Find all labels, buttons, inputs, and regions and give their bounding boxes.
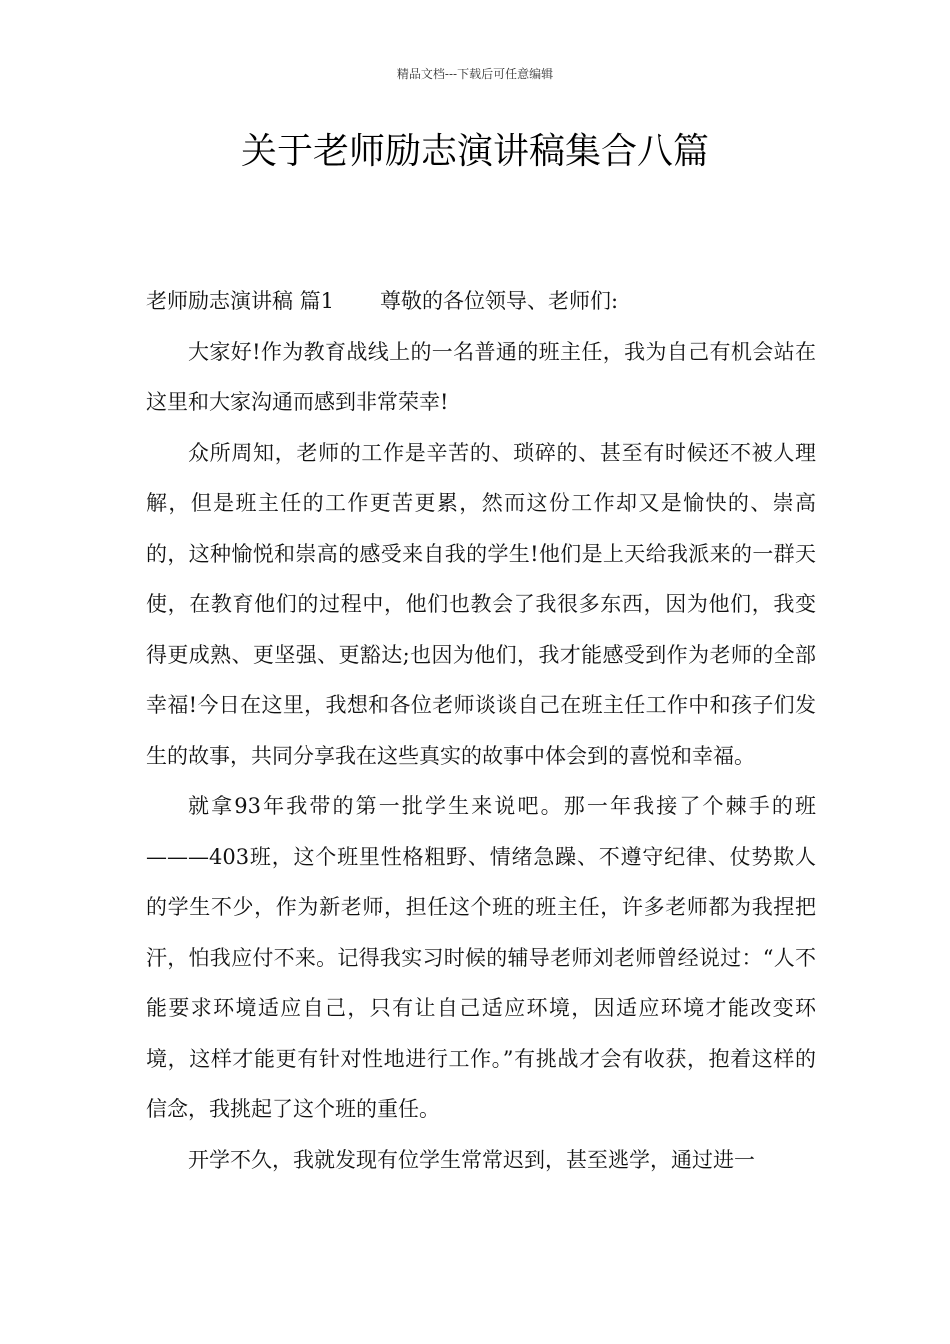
document-title: 关于老师励志演讲稿集合八篇 — [240, 131, 709, 172]
paragraph-1: 大家好!作为教育战线上的一名普通的班主任，我为自己有机会站在这里和大家沟通而感到非常荣幸! — [146, 339, 816, 414]
paragraph-3: 就拿93年我带的第一批学生来说吧。那一年我接了个棘手的班———403班，这个班里性格粗野、情绪急躁、不遵守纪律、仗势欺人的学生不少，作为新老师，担任这个班的班主任，许多老师都为我捏把汗，怕我应付不来。记得我实习时候的辅导老师刘老师曾经说过：“人不能要求环境适应自己，只有让自己适应环境，因适应环境才能改变环境，这样才能更有针对性地进行工作。”有挑战才会有收获，抱着这样的信念，我挑起了这个班的重任。 — [146, 794, 816, 1121]
paragraph-4: 开学不久，我就发现有位学生常常迟到，甚至逃学，通过进一 — [188, 1147, 755, 1172]
page-header-note: 精品文档---下载后可任意编辑 — [396, 67, 554, 81]
document-body — [146, 276, 816, 1185]
salutation: 尊敬的各位领导、老师们: — [380, 289, 619, 313]
opening-line — [146, 276, 816, 327]
section-label: 老师励志演讲稿 篇1 — [146, 289, 335, 313]
paragraph-2: 众所周知，老师的工作是辛苦的、琐碎的、甚至有时候还不被人理解，但是班主任的工作更苦更累，然而这份工作却又是愉快的、崇高的，这种愉悦和崇高的感受来自我的学生!他们是上天给我派来的一群天使，在教育他们的过程中，他们也教会了我很多东西，因为他们，我变得更成熟、更坚强、更豁达;也因为他们，我才能感受到作为老师的全部幸福!今日在这里，我想和各位老师谈谈自己在班主任工作中和孩子们发生的故事，共同分享我在这些真实的故事中体会到的喜悦和幸福。 — [146, 440, 816, 768]
